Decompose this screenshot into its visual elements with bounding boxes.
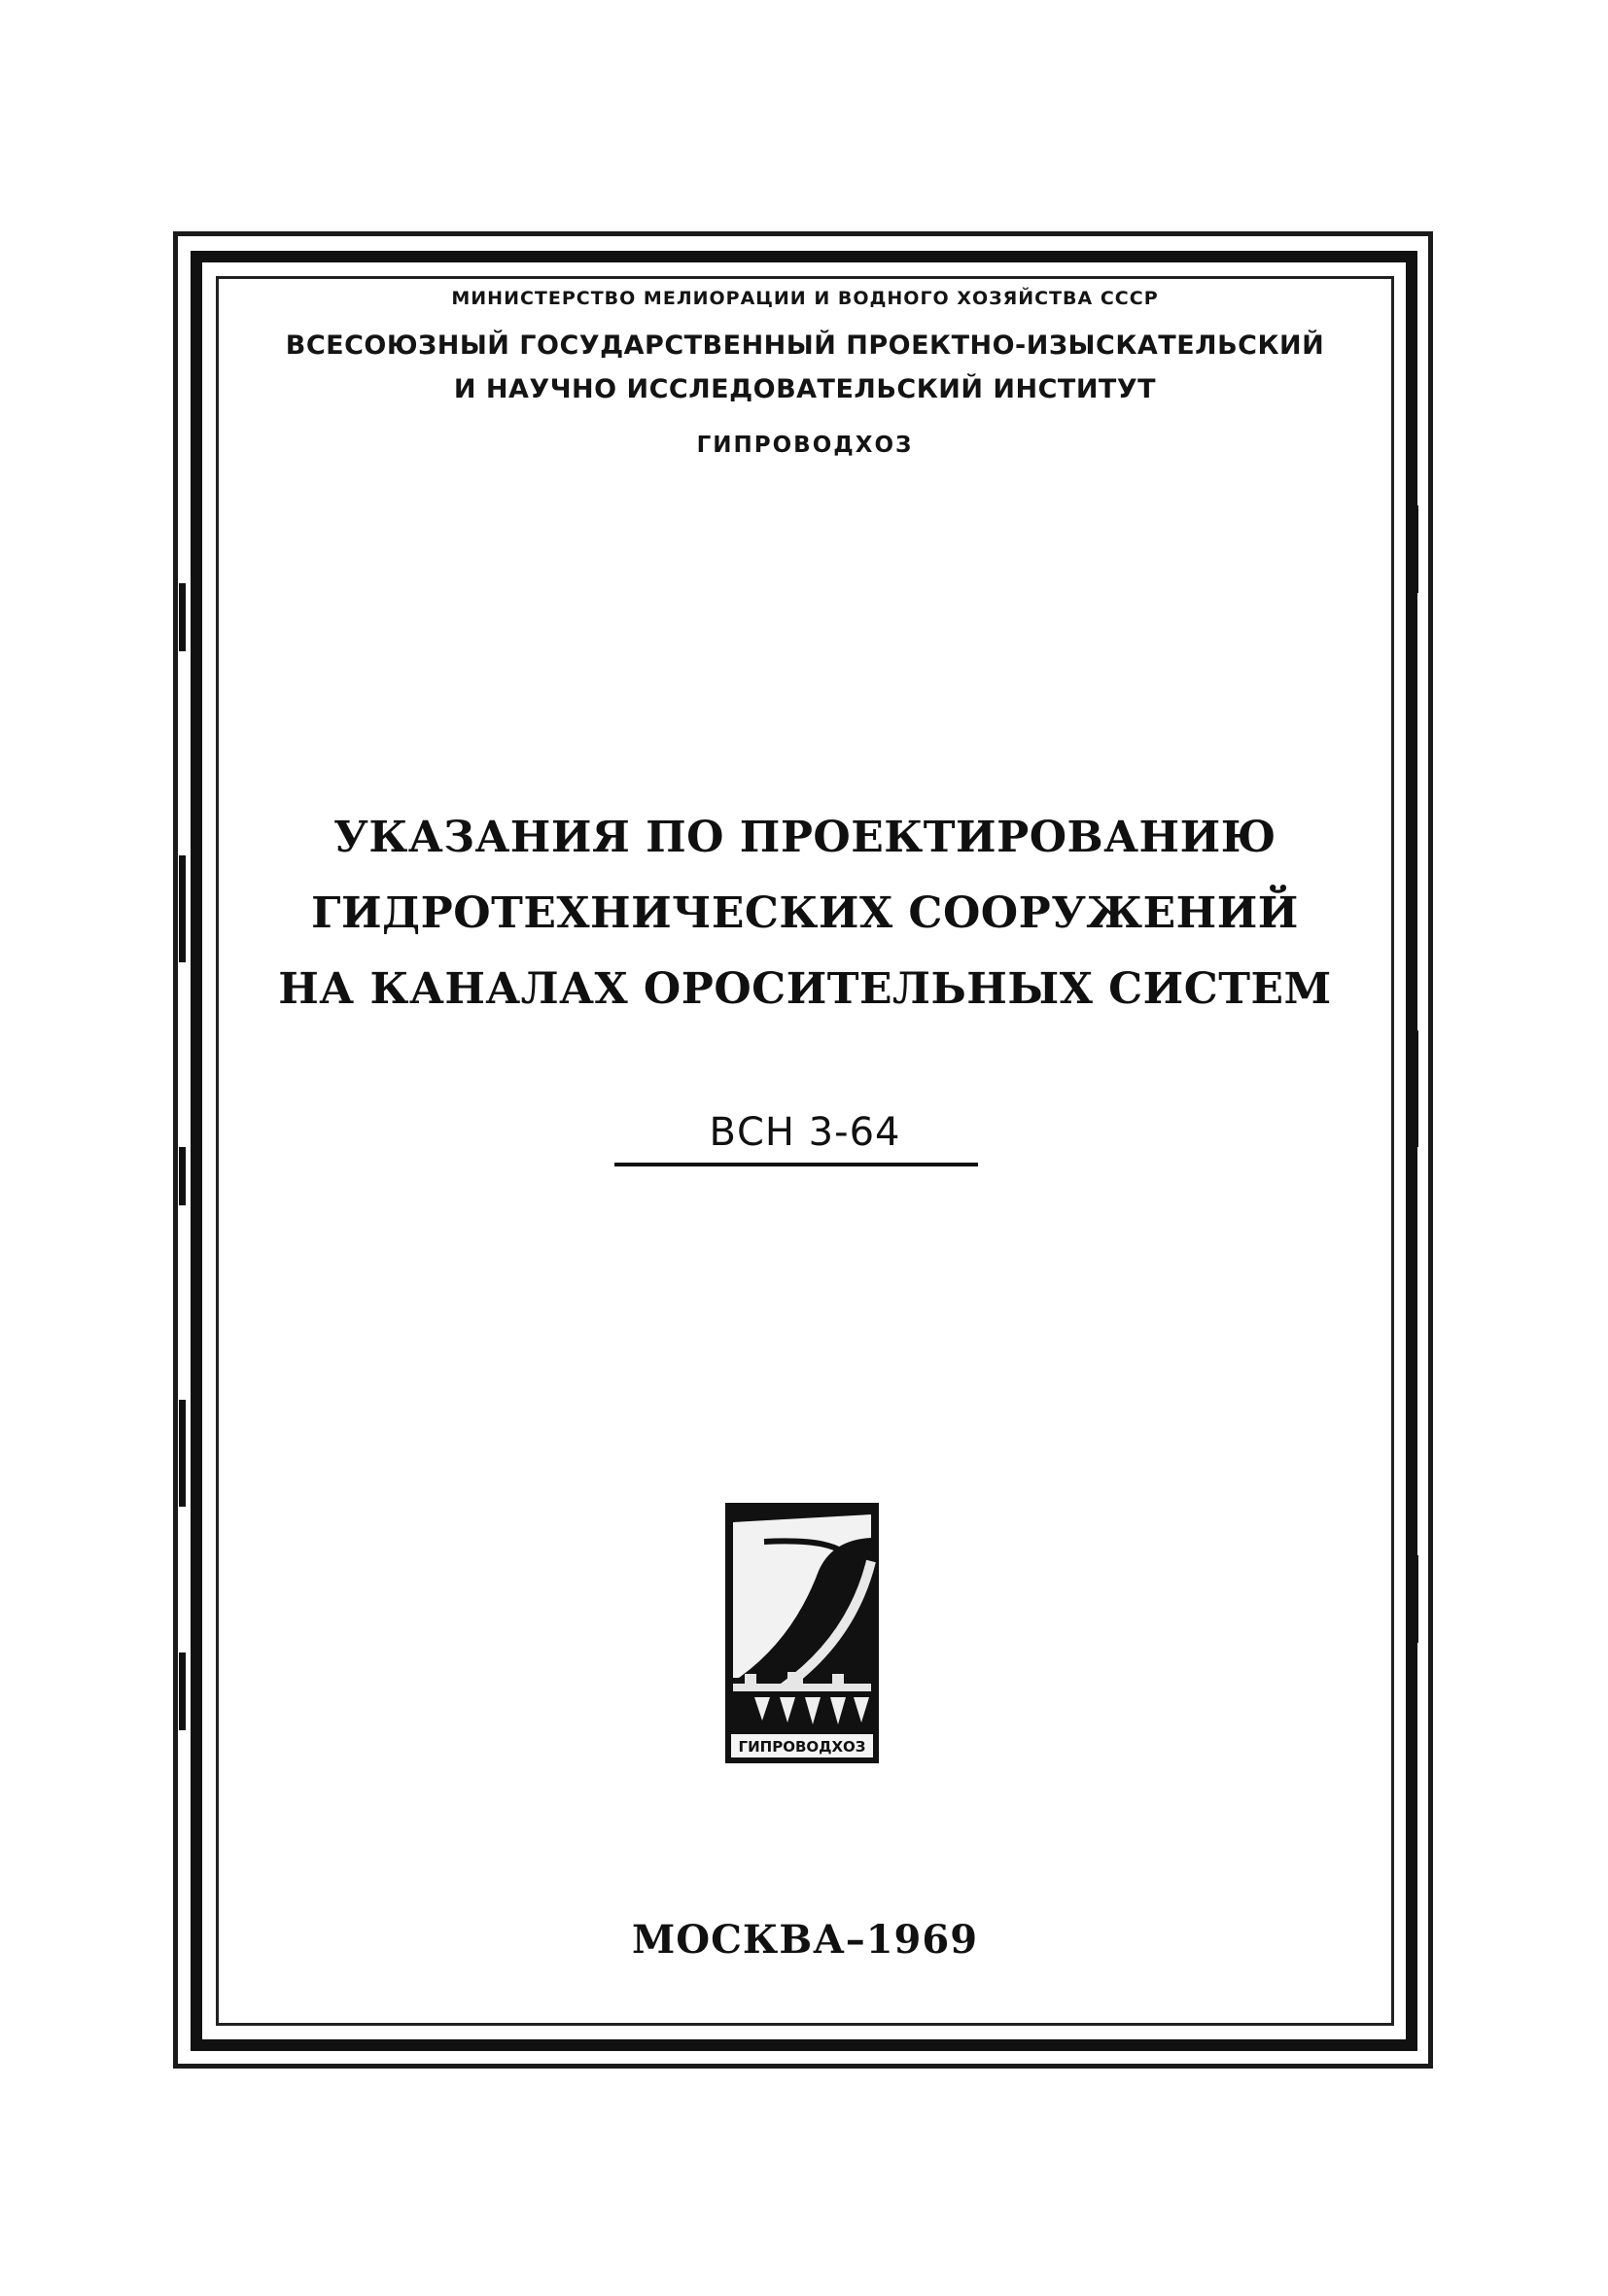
margin-mark xyxy=(1412,505,1418,593)
margin-mark xyxy=(1412,1030,1418,1147)
code-underline xyxy=(614,1163,978,1166)
logo-label: ГИПРОВОДХОЗ xyxy=(738,1738,866,1756)
institute-name: ГИПРОВОДХОЗ xyxy=(696,433,914,458)
title-line-2: ГИДРОТЕХНИЧЕСКИХ СООРУЖЕНИЙ xyxy=(311,888,1299,938)
margin-mark xyxy=(179,1147,186,1205)
margin-mark xyxy=(179,1652,186,1730)
margin-mark xyxy=(179,1400,186,1507)
canal-emblem-icon xyxy=(725,1503,879,1763)
city-year: МОСКВА–1969 xyxy=(631,1917,979,1963)
institute-line-2: И НАУЧНО ИССЛЕДОВАТЕЛЬСКИЙ ИНСТИТУТ xyxy=(453,374,1157,404)
margin-mark xyxy=(1412,1555,1418,1643)
institute-line-1: ВСЕСОЮЗНЫЙ ГОСУДАРСТВЕННЫЙ ПРОЕКТНО-ИЗЫСКАТЕЛЬСКИЙ xyxy=(285,330,1325,361)
document-code: ВСН 3-64 xyxy=(709,1110,901,1155)
margin-mark xyxy=(179,855,186,962)
ministry-line: МИНИСТЕРСТВО МЕЛИОРАЦИИ И ВОДНОГО ХОЗЯЙСТВА СССР xyxy=(451,288,1159,309)
margin-mark xyxy=(179,583,186,651)
title-line-1: УКАЗАНИЯ ПО ПРОЕКТИРОВАНИЮ xyxy=(333,813,1276,862)
title-line-3: НА КАНАЛАХ ОРОСИТЕЛЬНЫХ СИСТЕМ xyxy=(278,964,1332,1014)
